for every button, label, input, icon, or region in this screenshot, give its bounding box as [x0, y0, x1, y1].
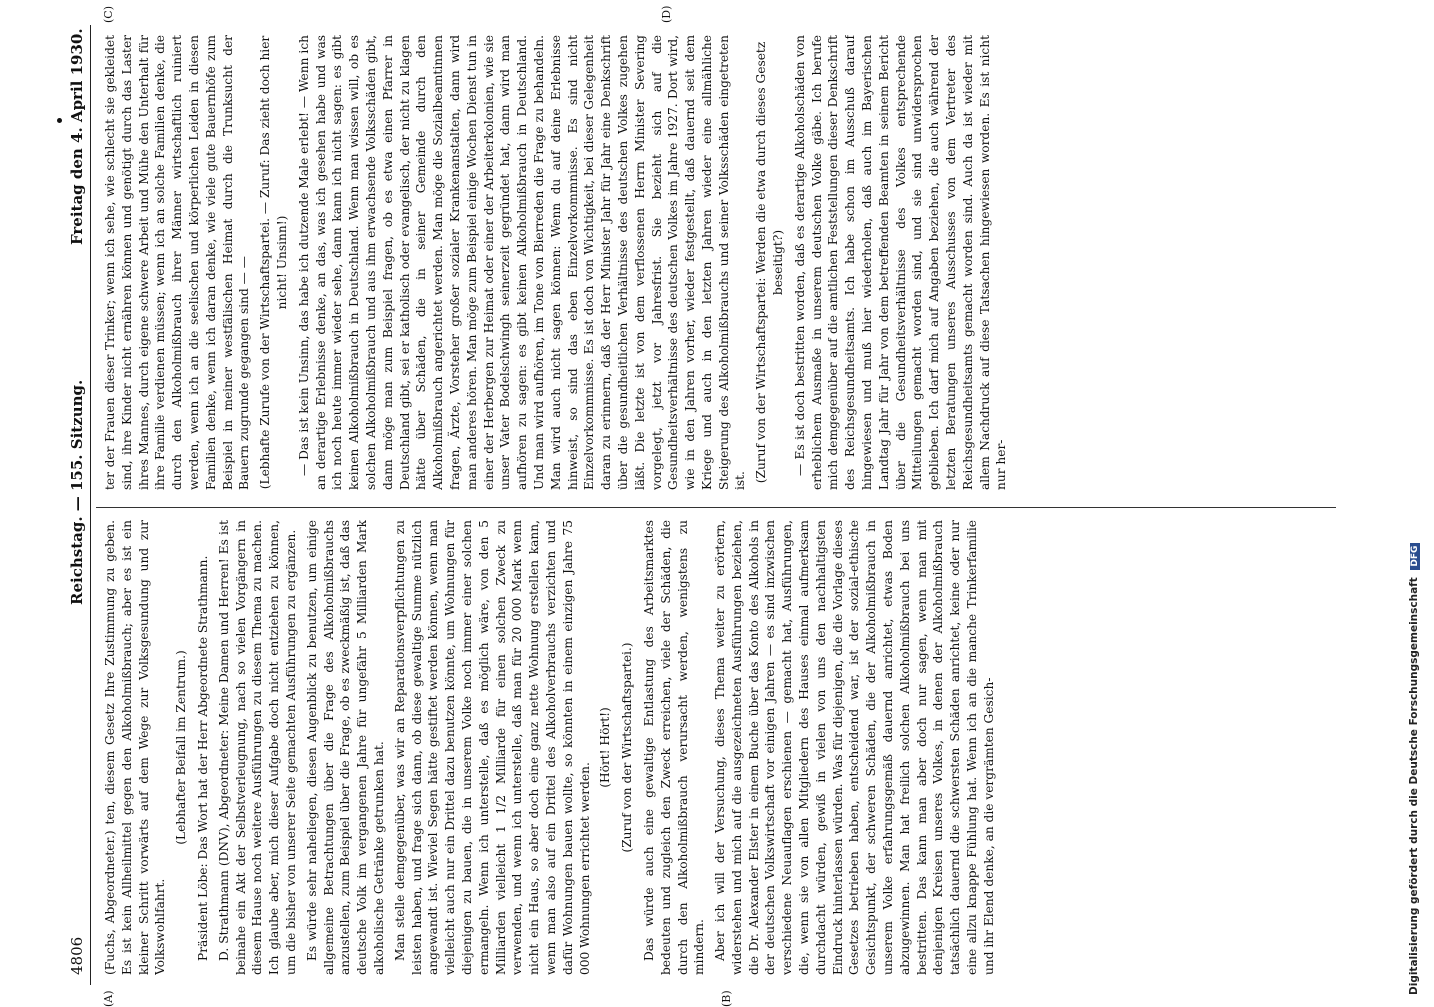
text-paragraph: — Das ist kein Unsinn, das habe ich dutzende Male erlebt! — Wenn ich an derartige Erlebnisse denke, an das, was ich gesehen habe und was ich noch heute immer wieder sehe, dann kann ich nicht sagen: es gibt keinen Alkoholmißbrauch in Deutschland. Wenn man wissen will, ob es solchen Alkoholmißbrauch und aus ihm erwachsende Volksschäden gibt, dann möge man zum Beispiel fragen, ob es etwa einen Pfarrer in Deutschland gibt, sei er katholisch oder evangelisch, der nicht zu klagen hätte über Schäden, die in seiner Gemeinde durch den Alkoholmißbrauch angerichtet werden. Man möge die Sozialbeamtinnen fragen, Ärzte, Vorsteher großer sozialer Krankenanstalten, dann wird man anderes hören. Man möge zum Beispiel einige Wochen Dienst tun in einer der Herbergen zur Heimat oder einer der Arbeiterkolonien, wie sie unser Vater Bodelschwingh seinerzeit gegründet hat, dann wird man aufhören zu sagen: es gibt keinen Alkoholmißbrauch in Deutschland. Und man wird aufhören, im Tone von Bierreden die Frage zu behandeln. Man wird auch nicht sagen können: Wenn du auf deine Erlebnisse hinweist, so sind das eben Einzelvorkommnisse. Es sind nicht Einzelvorkommnisse. Es ist doch von Wichtigkeit, bei dieser Gelegenheit daran zu erinnern, daß der Herr Minister Jahr für Jahr eine Denkschrift über die gesundheitlichen Verhältnisse des deutschen Volkes zugehen läßt. Die letzte ist von dem verflossenen Herrn Minister Severing vorgelegt, jetzt vor Jahresfrist. Sie bezieht sich auf die Gesundheitsverhältnisse des deutschen Volkes im Jahre 1927. Dort wird, wie in den Jahren vorher, wieder festgestellt, daß dauernd seit dem Kriege und auch in den letzten Jahren wieder eine allmähliche Steigerung des Alkoholmißbrauchs und seiner Volksschäden eingetreten ist. — [296, 35, 748, 490]
left-text-column — [102, 520, 1327, 975]
right-text-column — [102, 35, 1327, 490]
digitization-note-text: Digitalisierung gefördert durch die Deutsche Forschungsgemeinschaft — [1408, 577, 1420, 995]
interjection-paragraph: (Hört! Hört!) — [598, 707, 613, 788]
interjection-paragraph: (Lebhafter Beifall im Zentrum.) — [174, 650, 189, 845]
text-paragraph: Man stelle demgegenüber, was wir an Reparationsverpflichtungen zu leisten haben, und frage sich dann, ob diese gewaltige Summe nützlich angewandt ist. Wieviel Segen hätte gestiftet werden können, wenn man vielleicht auch nur ein Drittel dazu benutzen könnte, um Wohnungen für diejenigen zu bauen, die in unserem Volke noch immer einer solchen ermangeln. Wenn ich unterstelle, daß es möglich wäre, von den 5 Milliarden vielleicht 1 1/2 Milliarde für einen solchen Zweck zu verwenden, und wenn ich unterstelle, daß man für 20 000 Mark wenn nicht ein Haus, so aber doch eine ganz nette Wohnung erstellen kann, wenn man also auf ein Drittel des Alkoholverbrauchs verzichten und dafür Wohnungen bauen wollte, so könnten in einem einzigen Jahre 75 000 Wohnungen errichtet werden. — [392, 520, 592, 975]
rotated-document-page — [60, 5, 1370, 1007]
header-rule — [90, 25, 91, 985]
interjection-paragraph: (Zuruf von der Wirtschaftspartei: Werden die etwa durch dieses Gesetz beseitigt?) — [754, 41, 786, 484]
margin-marker-a: (A) — [102, 990, 115, 1007]
interjection-paragraph: (Lebhafte Zurufe von der Wirtschaftspartei. — Zuruf: Das zieht doch hier nicht! Unsinn!) — [258, 35, 289, 490]
text-paragraph: D. Strathmann (DNV), Abgeordneter: Meine Damen und Herren! Es ist beinahe ein Akt der Selbstverleugnung, nach so vielen Vorgängern in diesem Hause noch weitere Ausführungen zu diesem Thema zu machen. Ich glaube aber, mich dieser Aufgabe doch nicht entziehen zu können, um die bisher von unserer Seite gemachten Ausführungen zu ergänzen. — [216, 520, 298, 975]
text-paragraph: Präsident Löbe: Das Wort hat der Herr Abgeordnete Strathmann. — [195, 555, 210, 961]
page-number: 4806 — [68, 936, 86, 975]
text-paragraph: Das würde auch eine gewaltige Entlastung des Arbeitsmarktes bedeuten und zugleich den Zweck erreichen, viele der Schäden, die durch den Alkoholmißbrauch verursacht werden, wenigstens zu mindern. — [641, 520, 707, 975]
digitization-note — [1408, 5, 1428, 995]
text-paragraph: (Fuchs, Abgeordneter.) ten, diesem Gesetz Ihre Zustimmung zu geben. Es ist kein Allheilmittel gegen den Alkoholmißbrauch; aber es ist ein kleiner Schritt vorwärts auf dem Wege zur Volksgesundung und zur Volkswohlfahrt. — [103, 520, 168, 975]
text-paragraph: Aber ich will der Versuchung, dieses Thema weiter zu erörtern, widerstehen und mich auf die ausgezeichneten Ausführungen beziehen, die Dr. Alexander Elster in einem Buche über das Konto des Alkohols in der deutschen Volkswirtschaft vor einigen Jahren — es sind inzwischen verschiedene Neuauflagen erschienen — gemacht hat, Ausführungen, die, wenn sie von allen Mitgliedern des Hauses einmal aufmerksam durchdacht würden, gewiß in vielen von uns den nachhaltigsten Eindruck hinterlassen würden. Was für diejenigen, die die Vorlage dieses Gesetzes betrieben haben, entscheidend war, ist der sozial-ethische Gesichtspunkt, der schweren Schäden, die der Alkoholmißbrauch in unserem Volke erfahrungsgemäß dauernd anrichtet, etwas Boden abzugewinnen. Man hat freilich solchen Alkoholmißbrauch bei uns bestritten. Das kann man aber doch nur sagen, wenn man mit denjenigen Kreisen unseres Volkes, in denen der Alkoholmißbrauch tatsächlich dauernd die schwersten Schäden anrichtet, keine oder nur eine allzu knappe Fühlung hat. Wenn ich an die manche Trinkerfamilie und ihr Elend denke, an die vergrämten Gesich- — [713, 520, 996, 975]
margin-marker-c: (C) — [102, 6, 115, 23]
margin-marker-d: (D) — [660, 5, 673, 23]
text-paragraph: ter der Frauen dieser Trinker; wenn ich sehe, wie schlecht sie gekleidet sind, ihre Kinder nicht ernähren können und genötigt durch das Laster ihres Mannes, durch eigene schwere Arbeit und Mühe den Unterhalt für ihre Familie verdienen müssen; wenn ich an solche Familien denke, die durch den Alkoholmißbrauch ihrer Männer wirtschaftlich ruiniert werden, wenn ich an die seelischen und körperlichen Leiden in diesen Familien denke, wenn ich daran denke, wie viele gute Bauernhöfe zum Beispiel in meiner westfälischen Heimat durch die Trunksucht der Bauern zugrunde gegangen sind — — — [103, 35, 252, 490]
interjection-paragraph: (Zuruf von der Wirtschaftspartei.) — [620, 642, 635, 853]
margin-marker-b: (B) — [720, 990, 733, 1007]
dfg-logo: DFG — [1410, 543, 1420, 570]
page-header — [60, 25, 94, 985]
session-date: Freitag den 4. April 1930. — [68, 28, 86, 245]
text-paragraph: Es würde sehr naheliegen, diesen Augenblick zu benutzen, um einige allgemeine Betrachtungen über die Frage des Alkoholmißbrauchs anzustellen, zum Beispiel über die Frage, ob es zweckmäßig ist, daß das deutsche Volk im vergangenen Jahre für ungefähr 5 Milliarden Mark alkoholische Getränke getrunken hat. — [304, 520, 386, 975]
scan-speck — [57, 118, 62, 123]
session-title: Reichstag. — 155. Sitzung. — [68, 379, 86, 605]
column-divider — [96, 507, 1336, 508]
text-paragraph: — Es ist doch bestritten worden, daß es derartige Alkoholschäden von erheblichem Ausmaße in unserem deutschen Volke gäbe. Ich berufe mich demgegenüber auf die amtlichen Feststellungen dieser Denkschrift des Reichsgesundheitsamts. Ich habe schon im Ausschuß darauf hingewiesen und muß hier wiederholen, daß auch im Bayerischen Landtag Jahr für Jahr von dem betreffenden Beamten in seinem Bericht über die Gesundheitsverhältnisse des Volkes entsprechende Mitteilungen gemacht worden sind, und sie sind unwidersprochen geblieben. Ich darf mich auf Angaben beziehen, die auch während der letzten Beratungen unseres Ausschusses von dem Vertreter des Reichsgesundheitsamts gemacht worden sind. Auch da ist wieder mit allem Nachdruck auf diese Tatsachen hingewiesen worden. Es ist nicht nur her- — [792, 35, 1009, 490]
